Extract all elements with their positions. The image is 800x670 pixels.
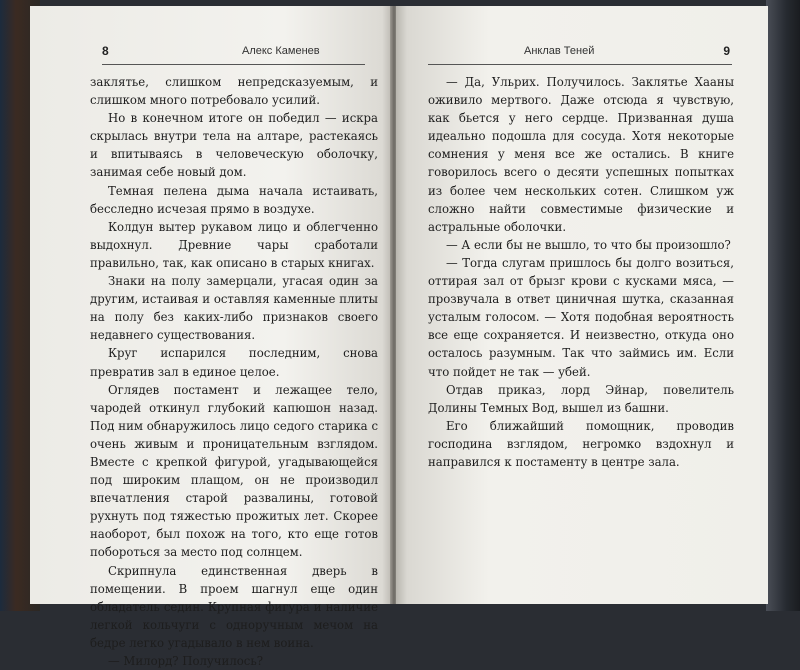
paragraph: — Да, Ульрих. Получилось. Заклятье Хааны оживило мертвого. Даже отсюда я чувствую, как бьется у него сердце. Призванная душа идеально подошла для сосуда. Хотя некоторые сомнения у меня все же остались. В книге говорилось всего о десяти успешных попытках из более чем нескольких сотен. Слишком уж сложно найти совместимые физические и астральные оболочки.	[428, 75, 734, 234]
paragraph: Его ближайший помощник, проводив господина взглядом, негромко вздохнул и направился к постаменту в центре зала.	[428, 418, 734, 469]
paragraph: Оглядев постамент и лежащее тело, чародей откинул глубокий капюшон назад. Под ним обнаружилось лицо седого старика с очень живым и проницательным взглядом. Вместе с крепкой фигурой, угадывающейся под широким плащом, он не производил впечатления старой развалины, готовой рухнуть под тяжестью прожитых лет. Скорее наоборот, был похож на того, кто еще готов побороться за место под солнцем.	[90, 382, 378, 560]
right-body-text	[428, 73, 734, 471]
background-right-edge	[766, 0, 800, 611]
paragraph: Но в конечном итоге он победил — искра скрылась внутри тела на алтаре, растекаясь и впитываясь в человеческую оболочку, занимая себе новый дом.	[90, 111, 378, 180]
paragraph: Знаки на полу замерцали, угасая один за другим, истаивая и оставляя каменные плиты на полу без каких-либо признаков своего недавнего существования.	[90, 274, 378, 343]
paragraph: Темная пелена дыма начала истаивать, бесследно исчезая прямо в воздухе.	[90, 183, 378, 216]
left-running-head	[72, 44, 373, 62]
left-header-rule	[102, 64, 365, 65]
book-spread	[30, 6, 770, 668]
paragraph: Отдав приказ, лорд Эйнар, повелитель Долины Темных Вод, вышел из башни.	[428, 382, 734, 415]
left-author-name: Алекс Каменев	[242, 45, 320, 57]
right-book-title: Анклав Теней	[524, 45, 595, 57]
paragraph: — А если бы не вышло, то что бы произошло?	[446, 237, 731, 252]
right-header-rule	[428, 64, 732, 65]
left-page	[30, 6, 393, 668]
right-running-head	[424, 44, 738, 62]
right-page-number: 9	[723, 44, 730, 58]
paragraph: Колдун вытер рукавом лицо и облегченно выдохнул. Древние чары сработали правильно, так, как описано в старых книгах.	[90, 219, 378, 270]
paragraph: — Тогда слугам пришлось бы долго возиться, оттирая зал от брызг крови с кусками мяса, — прозвучала в ответ циничная шутка, сказанная усталым голосом. — Хотя подобная вероятность все еще сохраняется. И неизвестно, откуда оно осталось разумным. Так что займись им. Если что пойдет не так — убей.	[428, 255, 734, 379]
paragraph: Круг испарился последним, снова превратив зал в единое целое.	[90, 346, 378, 379]
paragraph: — Милорд? Получилось?	[108, 654, 263, 668]
paragraph: заклятье, слишком непредсказуемым, и слишком много потребовало усилий.	[90, 75, 378, 108]
left-page-number: 8	[102, 44, 109, 58]
right-page	[396, 6, 768, 604]
left-body-text	[90, 73, 378, 670]
paragraph: Скрипнула единственная дверь в помещении. В проем шагнул еще один обладатель седин. Крупная фигура и наличие легкой кольчуги с одноручным мечом на бедре легко угадывало в нем воина.	[90, 563, 378, 650]
